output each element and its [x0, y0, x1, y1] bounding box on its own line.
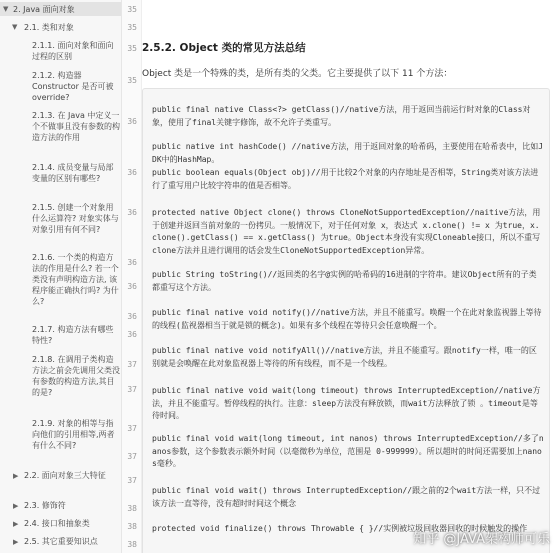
- code-line-finalize: protected void finalize() throws Throwable { }//实例被垃圾回收器回收的时候触发的操作: [152, 524, 528, 533]
- page-number: 38: [127, 540, 137, 549]
- toc-item-2-2[interactable]: ▶ 2.2. 面向对象三大特征: [13, 471, 106, 480]
- toc-item-2-1-6[interactable]: 2.1.6. 一个类的构造方法的作用是什么? 若一个类没有声明构造方法, 该程序能正确执行吗? 为什么?: [32, 253, 119, 306]
- page-number: 36: [127, 117, 137, 126]
- section-heading: 2.5.2. Object 类的常见方法总结: [142, 42, 306, 54]
- code-block: [142, 88, 550, 553]
- page-number: 37: [127, 476, 137, 485]
- watermark: 知乎 @JAVA架构师可乐: [413, 532, 550, 547]
- page-number: 36: [127, 168, 137, 177]
- page-number: 35: [127, 5, 137, 14]
- toc-item-2-1-2[interactable]: 2.1.2. 构造器 Constructor 是否可被 override?: [32, 71, 114, 102]
- chevron-right-icon: ▶: [13, 520, 19, 528]
- page-number: 35: [127, 76, 137, 85]
- page-number: 37: [127, 385, 137, 394]
- code-line-notify: public final native void notify()//native方法，并且不能重写。唤醒一个在此对象监视器上等待的线程(监视器相当于就是锁的概念)。如果有多个线程在等待只会任意唤醒一个。: [152, 308, 542, 330]
- toc-item-2-1-9[interactable]: 2.1.9. 对象的相等与指向他们的引用相等,两者有什么不同?: [32, 419, 115, 450]
- page-number: 36: [127, 330, 137, 339]
- chevron-down-icon: ▼: [12, 23, 18, 31]
- code-line-clone: protected native Object clone() throws CloneNotSupportedException//naitive方法，用于创建并返回当前对象的一份拷贝。一般情况下，对于任何对象 x，表达式 x.clone() != x 为true，x.clone().getClass() == x.getClass() 为true。Object本身没有实现Cloneable接口，所以不重写clone方法并且进行调用的话会发生CloneNotSupportedException异常。: [152, 208, 541, 255]
- toc-item-2-1-4[interactable]: 2.1.4. 成员变量与局部变量的区别有哪些?: [32, 163, 114, 183]
- page-number: 37: [127, 452, 137, 461]
- document-content: [142, 0, 560, 553]
- toc-item-2-5[interactable]: ▶ 2.5. 其它重要知识点: [13, 537, 98, 546]
- code-line-wait: public final void wait() throws InterruptedException//跟之前的2个wait方法一样，只不过该方法一直等待，没有超时时间这个概念: [152, 486, 541, 508]
- code-line-hashcode: public native int hashCode() //native方法，用于返回对象的哈希码，主要使用在哈希表中，比如JDK中的HashMap。: [152, 142, 544, 164]
- page-number: 38: [127, 522, 137, 531]
- page-number: 37: [127, 424, 137, 433]
- toc-item-2-1-3[interactable]: 2.1.3. 在 Java 中定义一个不做事且没有参数的构造方法的作用: [32, 111, 120, 142]
- code-line-wait-nanos: public final void wait(long timeout, int nanos) throws InterruptedException//多了nanos参数，这个参数表示额外时间（以毫微秒为单位，范围是 0-999999）。所以超时的时间还需要加上nanos毫秒。: [152, 434, 544, 468]
- page-number: 38: [127, 504, 137, 513]
- code-line-wait-timeout: public final native void wait(long timeout) throws InterruptedException//native方法，并且不能重写。暂停线程的执行。注意：sleep方法没有释放锁，而wait方法释放了锁 。timeout是等待时间。: [152, 386, 541, 420]
- toc-item-2-1-7[interactable]: 2.1.7. 构造方法有哪些特性?: [32, 325, 114, 345]
- page-number: 35: [127, 23, 137, 32]
- toc-item-class-object[interactable]: ▼ 2.1. 类和对象: [12, 23, 74, 32]
- toc-item-2-1-1[interactable]: 2.1.1. 面向对象和面向过程的区别: [32, 41, 114, 61]
- page-number: 36: [127, 282, 137, 291]
- chevron-right-icon: ▶: [13, 472, 19, 480]
- page-number: 36: [127, 312, 137, 321]
- chevron-right-icon: ▶: [13, 538, 19, 546]
- chevron-down-icon: ▼: [3, 5, 9, 13]
- code-line-equals: public boolean equals(Object obj)//用于比较2个对象的内存地址是否相等，String类对该方法进行了重写用户比较字符串的值是否相等。: [152, 168, 539, 190]
- code-line-notifyall: public final native void notifyAll()//native方法，并且不能重写。跟notify一样，唯一的区别就是会唤醒在此对象监视器上等待的所有线程，而不是一个线程。: [152, 346, 537, 368]
- chevron-right-icon: ▶: [13, 502, 19, 510]
- intro-paragraph: Object 类是一个特殊的类，是所有类的父类。它主要提供了以下 11 个方法：: [142, 69, 453, 79]
- toc-item-2-4[interactable]: ▶ 2.4. 接口和抽象类: [13, 519, 90, 528]
- page-number: 36: [127, 258, 137, 267]
- toc-item-2-3[interactable]: ▶ 2.3. 修饰符: [13, 501, 66, 510]
- toc-sidebar: [0, 0, 122, 553]
- toc-item-java-oop[interactable]: ▼ 2. Java 面向对象: [0, 2, 122, 16]
- page-number-column: [122, 0, 142, 553]
- page-number: 36: [127, 208, 137, 217]
- toc-item-2-1-5[interactable]: 2.1.5. 创建一个对象用什么运算符? 对象实体与对象引用有何不同?: [32, 203, 119, 234]
- page-number: 37: [127, 360, 137, 369]
- code-line-getclass: public final native Class<?> getClass()//native方法，用于返回当前运行时对象的Class对象，使用了final关键字修饰，故不允许子类重写。: [152, 105, 531, 127]
- page-number: 35: [127, 44, 137, 53]
- code-line-tostring: public String toString()//返回类的名字@实例的哈希码的16进制的字符串。建议Object所有的子类都重写这个方法。: [152, 270, 537, 292]
- toc-item-2-1-8[interactable]: 2.1.8. 在调用子类构造方法之前会先调用父类没有参数的构造方法,其目的是?: [32, 355, 120, 397]
